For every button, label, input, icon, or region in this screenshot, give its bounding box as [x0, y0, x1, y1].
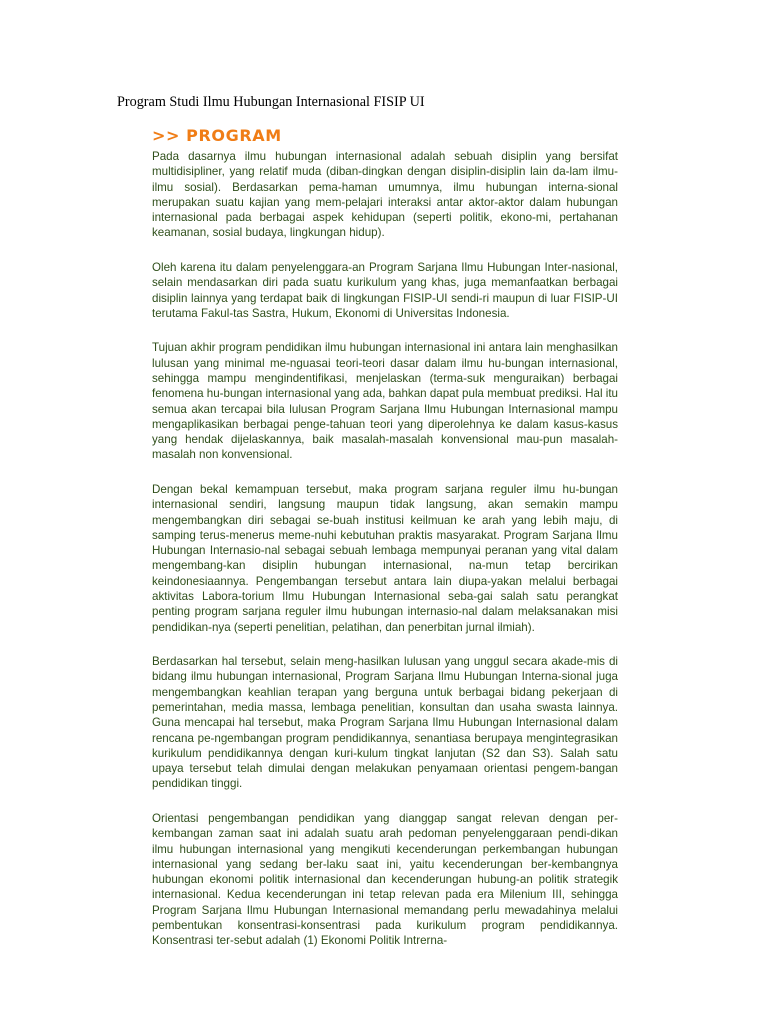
section-title: >> PROGRAM	[152, 126, 282, 145]
paragraph-5: Berdasarkan hal tersebut, selain meng-hasilkan lulusan yang unggul secara akade-mis di bidang ilmu hubungan internasional, Program Sarjana Ilmu Hubungan Interna-sional juga mengembangkan keahlian terapan yang berguna untuk berbagai bidang pekerjaan di pemerintahan, media massa, lembaga penelitian, konsultan dan usaha swasta lainnya. Guna mencapai hal tersebut, maka Program Sarjana Ilmu Hubungan Internasional dalam rencana pe-ngembangan program pendidikannya, senantiasa berupaya mengintegrasikan kurikulum pendidikannya dengan kuri-kulum tingkat lanjutan (S2 dan S3). Salah satu upaya tersebut telah dimulai dengan melakukan penyamaan orientasi pengem-bangan pendidikan tinggi.	[152, 655, 618, 791]
paragraph-4: Dengan bekal kemampuan tersebut, maka program sarjana reguler ilmu hu-bungan internasional sendiri, langsung maupun tidak langsung, akan semakin mampu mengembangkan diri sebagai se-buah institusi keilmuan ke arah yang lebih maju, di samping terus-menerus meme-nuhi kebutuhan praktis masyarakat. Program Sarjana Ilmu Hubungan Internasio-nal sebagai sebuah lembaga mempunyai peranan yang vital dalam mengembang-kan disiplin hubungan internasional, na-mun tetap bercirikan keindonesiaannya. Pengembangan tersebut antara lain diupa-yakan melalui berbagai aktivitas Labora-torium Ilmu Hubungan Internasional seba-gai salah satu perangkat penting program sarjana reguler ilmu hubungan internasio-nal dalam melaksanakan misi pendidikan-nya (seperti penelitian, pelatihan, dan penerbitan jurnal ilmiah).	[152, 482, 618, 634]
program-content	[152, 126, 618, 968]
paragraph-6: Orientasi pengembangan pendidikan yang dianggap sangat relevan dengan per-kembangan zaman saat ini adalah suatu arah pedoman penyelenggaraan pendi-dikan ilmu hubungan internasional yang mengikuti kecenderungan perkembangan hubungan internasional yang sedang ber-laku saat ini, yaitu kecenderungan ber-kembangnya hubungan ekonomi politik internasional dan kecenderungan hubung-an politik strategik internasional. Kedua kecenderungan ini tetap relevan pada era Milenium III, sehingga Program Sarjana Ilmu Hubungan Internasional memandang perlu mewadahinya melalui pembentukan konsentrasi-konsentrasi pada kurikulum program pendidikannya. Konsentrasi ter-sebut adalah (1) Ekonomi Politik Intrerna-	[152, 811, 618, 948]
paragraph-1: Pada dasarnya ilmu hubungan internasional adalah sebuah disiplin yang bersifat multidisipliner, yang relatif muda (diban-dingkan dengan disiplin-disiplin lain da-lam ilmu-ilmu sosial). Berdasarkan pema-haman umumnya, ilmu hubungan interna-sional merupakan suatu kajian yang mem-pelajari interaksi antar aktor-aktor dalam hubungan internasional pada berbagai aspek kehidupan (seperti politik, ekono-mi, pertahanan keamanan, sosial budaya, lingkungan hidup).	[152, 150, 618, 240]
paragraph-3: Tujuan akhir program pendidikan ilmu hubungan internasional ini antara lain menghasilkan lulusan yang minimal me-nguasai teori-teori dasar dalam ilmu hu-bungan internasional, sehingga mampu mengindentifikasi, menjelaskan (terma-suk menguraikan) berbagai fenomena hu-bungan internasional yang ada, bahkan dapat pula membuat prediksi. Hal itu semua akan tercapai bila lulusan Program Sarjana Ilmu Hubungan Internasional mampu mengaplikasikan berbagai penge-tahuan teori yang diperolehnya ke dalam kasus-kasus yang hendak dijelaskannya, baik masalah-masalah konvensional mau-pun masalah-masalah non konvensional.	[152, 341, 618, 462]
page-heading: Program Studi Ilmu Hubungan Internasional FISIP UI	[117, 94, 425, 110]
paragraph-2: Oleh karena itu dalam penyelenggara-an Program Sarjana Ilmu Hubungan Inter-nasional, selain mendasarkan diri pada suatu kurikulum yang khas, juga memanfaatkan berbagai disiplin lainnya yang terdapat baik di lingkungan FISIP-UI sendi-ri maupun di luar FISIP-UI terutama Fakul-tas Sastra, Hukum, Ekonomi di Universitas Indonesia.	[152, 260, 618, 320]
